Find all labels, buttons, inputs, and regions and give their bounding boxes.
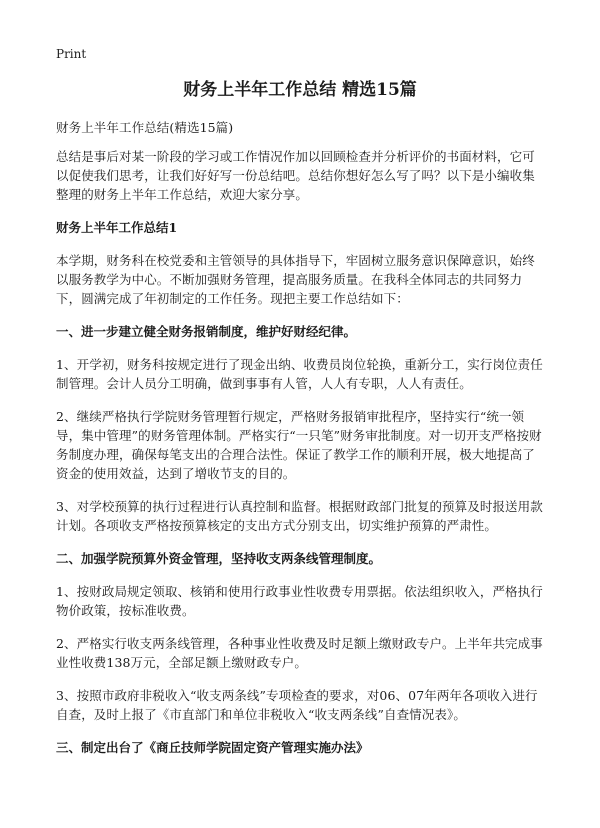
paragraph: 2、继续严格执行学院财务管理暂行规定，严格财务报销审批程序，坚持实行“统一领导，集中管理”的财务管理体制。严格实行“一只笔”财务审批制度。对一切开支严格按财务制度办理，确保每笔支出的合理合法性。保证了教学工作的顺利开展，极大地提高了资金的使用效益，达到了增收节支的目的。	[56, 409, 542, 481]
paragraph: 3、对学校预算的执行过程进行认真控制和监督。根据财政部门批复的预算及时报送用款计划。各项收支严格按预算核定的支出方式分别支出，切实维护预算的严肃性。	[56, 499, 543, 533]
paragraph: 1、按财政局规定领取、核销和使用行政事业性收费专用票据。依法组织收入，严格执行物价政策，按标准收费。	[56, 584, 543, 618]
page-title: 财务上半年工作总结 精选15篇	[183, 80, 417, 100]
part-heading-3: 三、制定出台了《商丘技师学院固定资产管理实施办法》	[56, 740, 369, 755]
document-body	[56, 118, 544, 757]
paragraph: 3、按照市政府非税收入“收支两条线”专项检查的要求，对06、07年两年各项收入进行自查，及时上报了《市直部门和单位非税收入“收支两条线”自查情况表》。	[56, 688, 538, 722]
document-subtitle: 财务上半年工作总结(精选15篇)	[56, 120, 234, 135]
paragraph: 2、严格实行收支两条线管理，各种事业性收费及时足额上缴财政专户。上半年共完成事业性收费138万元，全部足额上缴财政专户。	[56, 636, 543, 670]
paragraph: 1、开学初，财务科按规定进行了现金出纳、收费员岗位轮换，重新分工，实行岗位责任制管理。会计人员分工明确，做到事事有人管，人人有专职，人人有责任。	[56, 357, 543, 391]
section-heading: 财务上半年工作总结1	[56, 220, 178, 235]
section-intro-paragraph: 本学期，财务科在校党委和主管领导的具体指导下，牢固树立服务意识保障意识，始终以服务教学为中心。不断加强财务管理，提高服务质量。在我科全体同志的共同努力下，圆满完成了年初制定的工作任务。现把主要工作总结如下：	[56, 253, 535, 306]
print-label: Print	[56, 47, 87, 61]
part-heading-2: 二、加强学院预算外资金管理，坚持收支两条线管理制度。	[56, 551, 382, 566]
part-heading-1: 一、进一步建立健全财务报销制度，维护好财经纪律。	[56, 324, 357, 339]
intro-paragraph: 总结是事后对某一阶段的学习或工作情况作加以回顾检查并分析评价的书面材料，它可以促使我们思考，让我们好好写一份总结吧。总结你想好怎么写了吗？以下是小编收集整理的财务上半年工作总结，欢迎大家分享。	[56, 149, 535, 202]
